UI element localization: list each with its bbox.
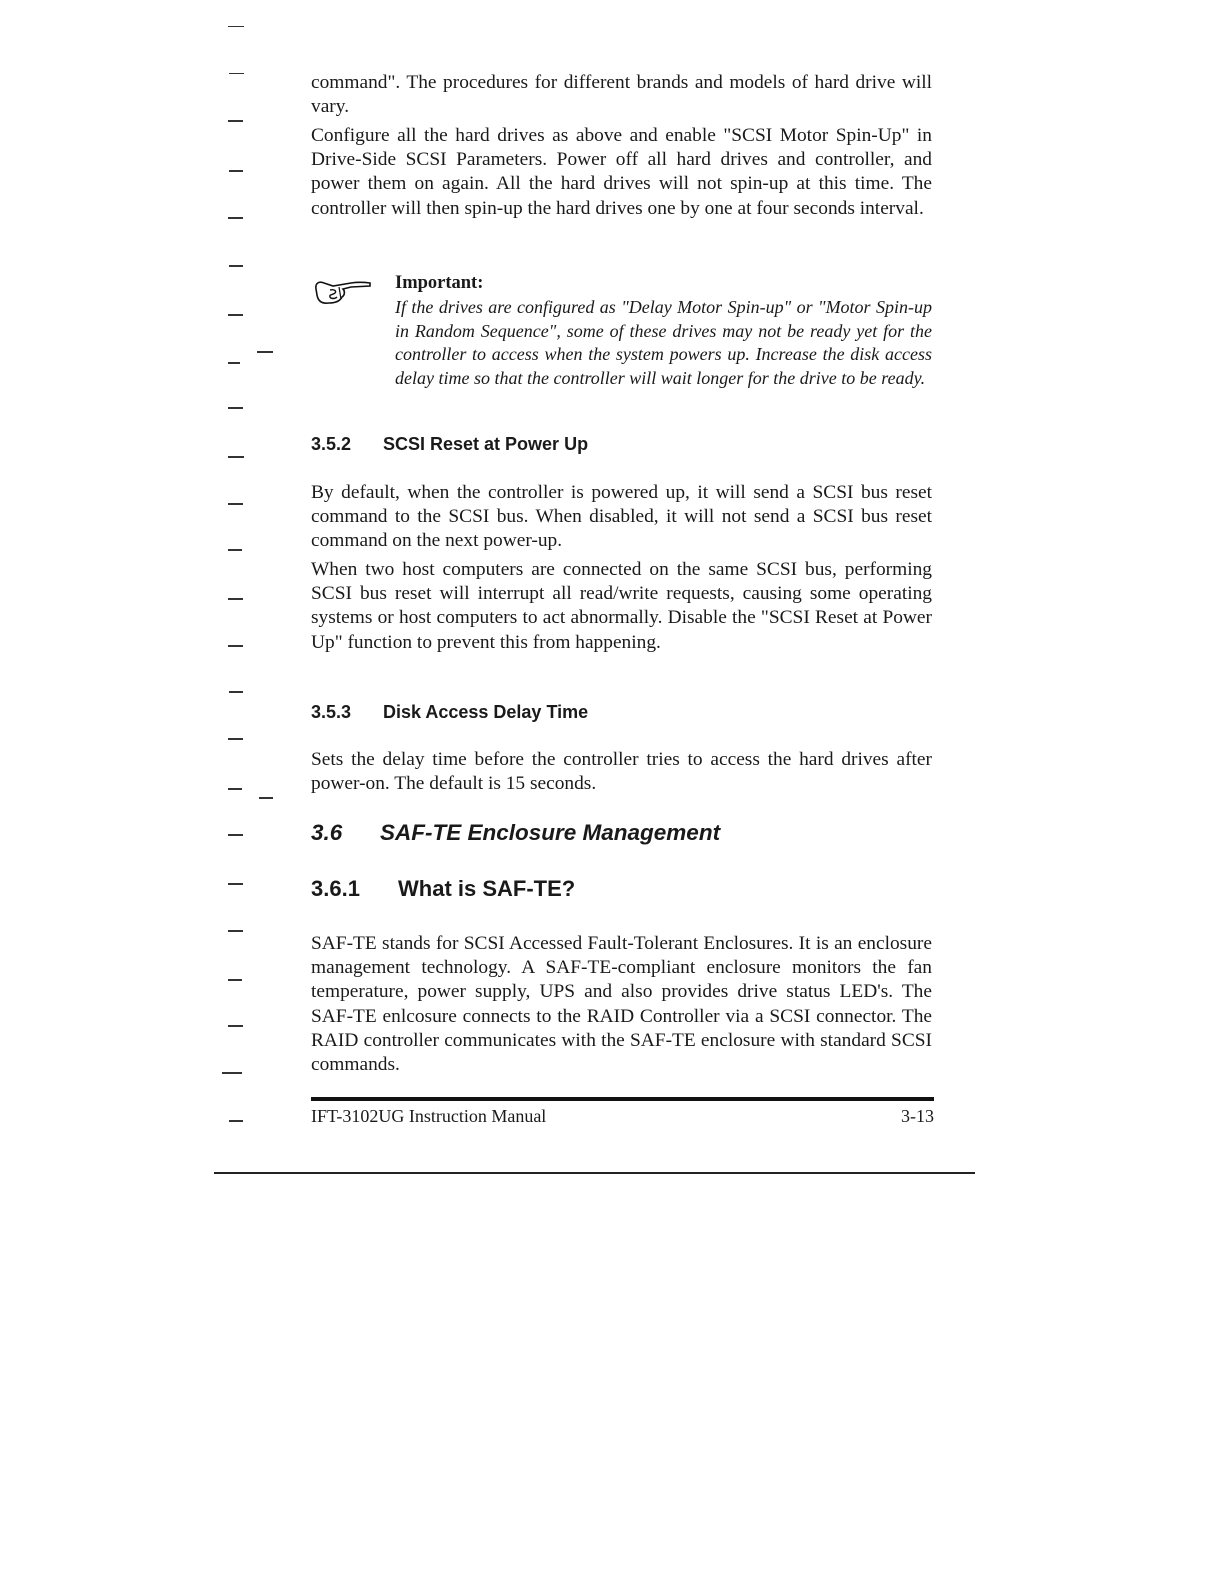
section-heading-361 xyxy=(311,876,575,902)
note-title: Important: xyxy=(395,273,484,293)
section-heading-352 xyxy=(311,434,588,455)
paragraph-reset-default: By default, when the controller is powered up, it will send a SCSI bus reset command to the SCSI bus. When disabled, it will not send a SCSI bus reset command on the next power-up. xyxy=(311,482,932,552)
paragraph-saf-te: SAF-TE stands for SCSI Accessed Fault-Tolerant Enclosures. It is an enclosure management technology. A SAF-TE-compliant enclosure monitors the fan temperature, power supply, UPS and also provides drive status LED's. The SAF-TE enlcosure connects to the RAID Controller via a SCSI connector. The RAID controller communicates with the SAF-TE enclosure with standard SCSI commands. xyxy=(311,933,932,1076)
paragraph-reset-two-hosts: When two host computers are connected on the same SCSI bus, performing SCSI bus reset will interrupt all read/write requests, causing some operating systems or host computers to act abnormally. Disable the "SCSI Reset at Power Up" function to prevent this from happening. xyxy=(311,559,932,653)
section-title: Disk Access Delay Time xyxy=(383,702,589,722)
paragraph-delay-time: Sets the delay time before the controller tries to access the hard drives after power-on. The default is 15 seconds. xyxy=(311,749,932,795)
footer-page-number: 3-13 xyxy=(901,1106,934,1126)
section-title: SAF-TE Enclosure Management xyxy=(380,820,721,845)
page-footer xyxy=(311,1106,934,1127)
section-heading-36 xyxy=(311,820,720,846)
paragraph-continued: command". The procedures for different brands and models of hard drive will vary. xyxy=(311,72,932,118)
section-number: 3.5.3 xyxy=(311,702,352,722)
note-text: If the drives are configured as "Delay Motor Spin-up" or "Motor Spin-up in Random Sequence", some of these drives may not be ready yet for the controller to access when the system powers up. Increase the disk access delay time so that the controller will wait longer for the drive to be ready. xyxy=(395,297,932,389)
page-bottom-rule xyxy=(214,1172,975,1174)
section-title: What is SAF-TE? xyxy=(398,876,576,901)
footer-manual-title: IFT-3102UG Instruction Manual xyxy=(311,1106,547,1126)
section-number: 3.6.1 xyxy=(311,876,360,901)
paragraph-spin-up: Configure all the hard drives as above and enable "SCSI Motor Spin-Up" in Drive-Side SCSI Parameters. Power off all hard drives and controller, and power them on again. All the hard drives will not spin-up at this time. The controller will then spin-up the hard drives one by one at four seconds interval. xyxy=(311,125,932,219)
footer-rule xyxy=(311,1097,934,1101)
pointing-hand-icon xyxy=(313,277,373,307)
section-heading-353 xyxy=(311,702,588,723)
section-title: SCSI Reset at Power Up xyxy=(383,434,589,454)
section-number: 3.6 xyxy=(311,820,343,845)
section-number: 3.5.2 xyxy=(311,434,352,454)
